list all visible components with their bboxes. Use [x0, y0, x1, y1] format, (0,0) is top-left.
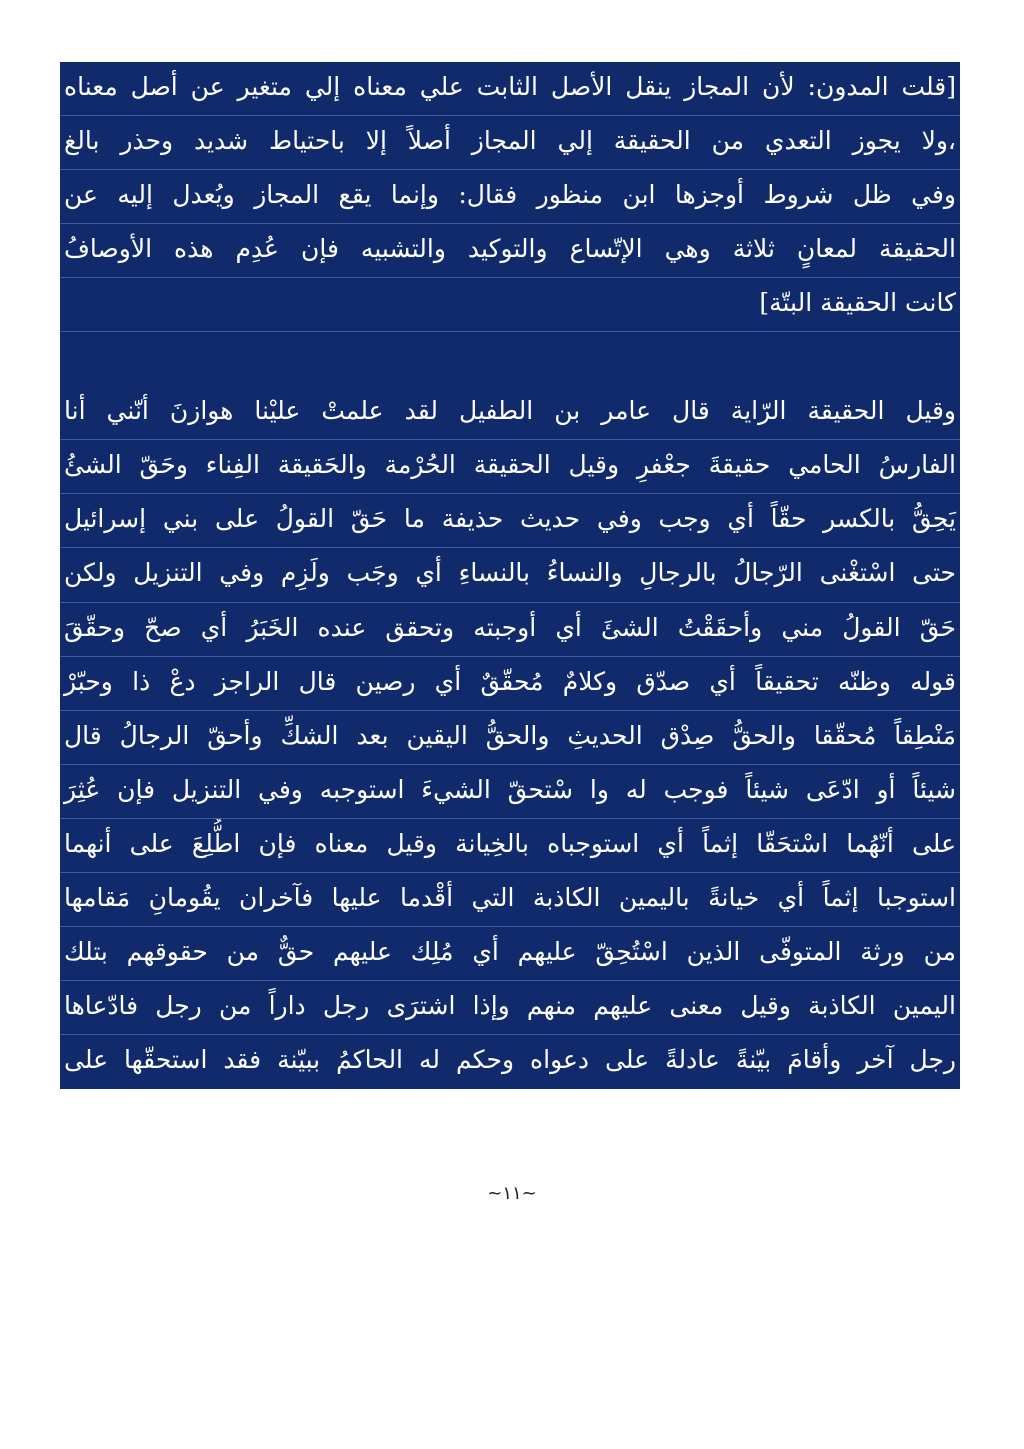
text-line: وقيل الحقيقة الرّاية قال عامر بن الطفيل لقد علمتْ عليْنا هوازنَ أنّني أنا [60, 386, 960, 440]
text-line: اليمين الكاذبة وقيل معنى عليهم منهم وإذا اشترَى رجل داراً من رجل فادّعاها [60, 981, 960, 1035]
blank-line [60, 332, 960, 386]
text-line: وفي ظل شروط أوجزها ابن منظور فقال: وإنما يقع المجاز ويُعدل إليه عن [60, 170, 960, 224]
page-number: ~١١~ [487, 1183, 537, 1204]
text-line: شيئاً أو ادّعَى شيئاً فوجب له وا سْتحقّ الشيءَ استوجبه وفي التنزيل فإن عُثِرَ [60, 765, 960, 819]
text-line: من ورثة المتوفّى الذين اسْتُحِقّ عليهم أي مُلِك عليهم حقٌّ من حقوقهم بتلك [60, 927, 960, 981]
text-line: استوجبا إثماً أي خيانةً باليمين الكاذبة التي أقْدما عليها فآخران يقُومانِ مَقامها [60, 873, 960, 927]
text-line: حَقّ القولُ مني وأحقَقْتُ الشئَ أي أوجبته وتحقق عنده الخَبَرُ أي صحّ وحقّقَ [60, 603, 960, 657]
text-line: الحقيقة لمعانٍ ثلاثة وهي الإتّساع والتوكيد والتشبيه فإن عُدِم هذه الأوصافُ [60, 224, 960, 278]
text-line: على أنّهُما اسْتحَقّا إثماً أي استوجباه بالخِيانة وقيل معناه فإن اطُّلِعَ على أنهما [60, 819, 960, 873]
text-line: ،ولا يجوز التعدي من الحقيقة إلي المجاز أصلاً إلا باحتياط شديد وحذر بالغ [60, 116, 960, 170]
text-line: كانت الحقيقة البتّة] [60, 278, 960, 332]
text-line: الفارسُ الحامي حقيقةَ جعْفرِ وقيل الحقيقة الحُرْمة والحَقيقة الفِناء وحَقّ الشئُ [60, 440, 960, 494]
text-panel [60, 62, 960, 1089]
text-line: رجل آخر وأقامَ بيّنةً عادلةً على دعواه وحكم له الحاكمُ ببيّنة فقد استحقّها على [64, 1044, 956, 1074]
text-line: حتى اسْتغْنى الرّجالُ بالرجالِ والنساءُ بالنساءِ أي وجَب ولَزِم وفي التنزيل ولكن [60, 548, 960, 602]
text-line: قوله وظنّه تحقيقاً أي صدّق وكلامٌ مُحقّقٌ أي رصين قال الراجز دعْ ذا وحبّرْ [60, 657, 960, 711]
text-line: [قلت المدون: لأن المجاز ينقل الأصل الثابت علي معناه إلي متغير عن أصل معناه [60, 62, 960, 116]
text-line: يَحِقُّ بالكسر حقّاً أي وجب وفي حديث حذيفة ما حَقّ القولُ على بني إسرائيل [60, 494, 960, 548]
text-line: مَنْطِقاً مُحقّقا والحقُّ صِدْق الحديثِ والحقُّ اليقين بعد الشكِّ وأحقّ الرجالُ قال [60, 711, 960, 765]
